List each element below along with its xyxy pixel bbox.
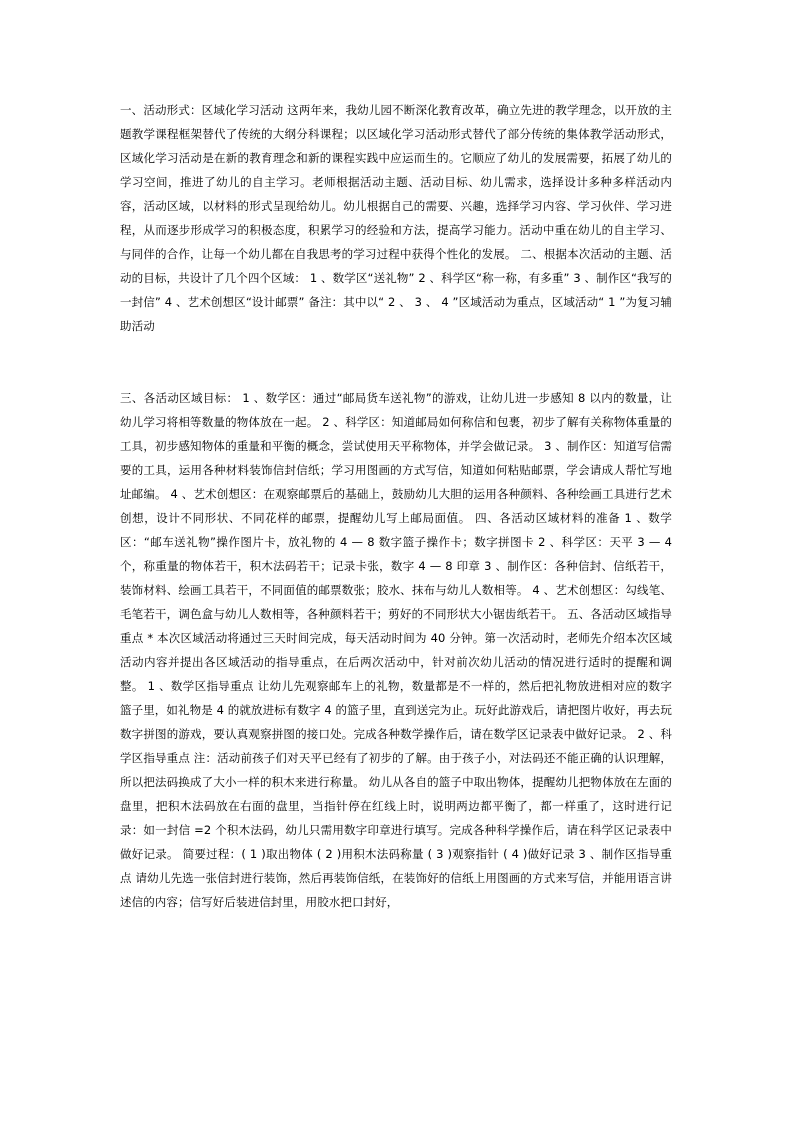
body-paragraph-1: 一、活动形式：区域化学习活动 这两年来，我幼儿园不断深化教育改革，确立先进的教学理念，以开放的主题教学课程框架替代了传统的大纲分科课程；以区域化学习活动形式替代了部分传统的集体教学活动形式，区域化学习活动是在新的教育理念和新的课程实践中应运而生的。它顺应了幼儿的发展需要，拓展了幼儿的学习空间，推进了幼儿的自主学习。老师根据活动主题、活动目标、幼儿需求，选择设计多种多样活动内容，活动区域，以材料的形式呈现给幼儿。幼儿根据自己的需要、兴趣，选择学习内容、学习伙伴、学习进程，从而逐步形成学习的积极态度，积累学习的经验和方法，提高学习能力。活动中重在幼儿的自主学习、与同伴的合作，让每一个幼儿都在自我思考的学习过程中获得个性化的发展。 二、根据本次活动的主题、活动的目标，共设计了几个四个区域： 1 、数学区“送礼物” 2 、科学区“称一称，有多重” 3 、制作区“我写的一封信” 4 、艺术创想区“设计邮票” 备注：其中以“ 2 、 3 、 4 ”区域活动为重点，区域活动“ 1 ”为复习辅助活动 [120, 103, 672, 333]
body-paragraph-2: 三、各活动区域目标： 1 、数学区：通过“邮局货车送礼物”的游戏，让幼儿进一步感知 8 以内的数量，让幼儿学习将相等数量的物体放在一起。 2 、科学区：知道邮局如何称信和包裹，初步了解有关称物体重量的工具，初步感知物体的重量和平衡的概念，尝试使用天平称物体，并学会做记录。 3 、制作区：知道写信需要的工具，运用各种材料装饰信封信纸；学习用图画的方式写信，知道如何粘贴邮票，学会请成人帮忙写地址邮编。 4 、艺术创想区：在观察邮票后的基础上，鼓励幼儿大胆的运用各种颜料、各种绘画工具进行艺术创想，设计不同形状、不同花样的邮票，提醒幼儿写上邮局面值。 四、各活动区域材料的准备 1 、数学区：“邮车送礼物”操作图片卡，放礼物的 4 — 8 数字篮子操作卡；数字拼图卡 2 、科学区：天平 3 — 4 个，称重量的物体若干，积木法码若干；记录卡张，数字 4 — 8 印章 3 、制作区：各种信封、信纸若干，装饰材料、绘画工具若干，不同面值的邮票数张；胶水、抹布与幼儿人数相等。 4 、艺术创想区：勾线笔、毛笔若干，调色盒与幼儿人数相等，各种颜料若干；剪好的不同形状大小锯齿纸若干。 五、各活动区域指导重点 * 本次区域活动将通过三天时间完成，每天活动时间为 40 分钟。第一次活动时，老师先介绍本次区域活动内容并提出各区域活动的指导重点，在后两次活动中，针对前次幼儿活动的情况进行适时的提醒和调整。 1 、数学区指导重点 让幼儿先观察邮车上的礼物，数量都是不一样的，然后把礼物放进相对应的数字篮子里，如礼物是 4 的就放进标有数字 4 的篮子里，直到送完为止。玩好此游戏后，请把图片收好，再去玩数字拼图的游戏，要认真观察拼图的接口处。完成各种数学操作后，请在数学区记录表中做好记录。 2 、科学区指导重点 注：活动前孩子们对天平已经有了初步的了解。由于孩子小，对法码还不能正确的认识理解，所以把法码换成了大小一样的积木来进行称量。 幼儿从各自的篮子中取出物体，提醒幼儿把物体放在左面的盘里，把积木法码放在右面的盘里，当指针停在红线上时，说明两边都平衡了，都一样重了，这时进行记录：如一封信 =2 个积木法码，幼儿只需用数字印章进行填写。完成各种科学操作后，请在科学区记录表中做好记录。 简要过程：( 1 )取出物体 ( 2 )用积木法码称量 ( 3 )观察指针 ( 4 )做好记录 3 、制作区指导重点 请幼儿先选一张信封进行装饰，然后再装饰信纸，在装饰好的信纸上用图画的方式来写信，并能用语言讲述信的内容；信写好后装进信封里，用胶水把口封好， [120, 391, 672, 909]
